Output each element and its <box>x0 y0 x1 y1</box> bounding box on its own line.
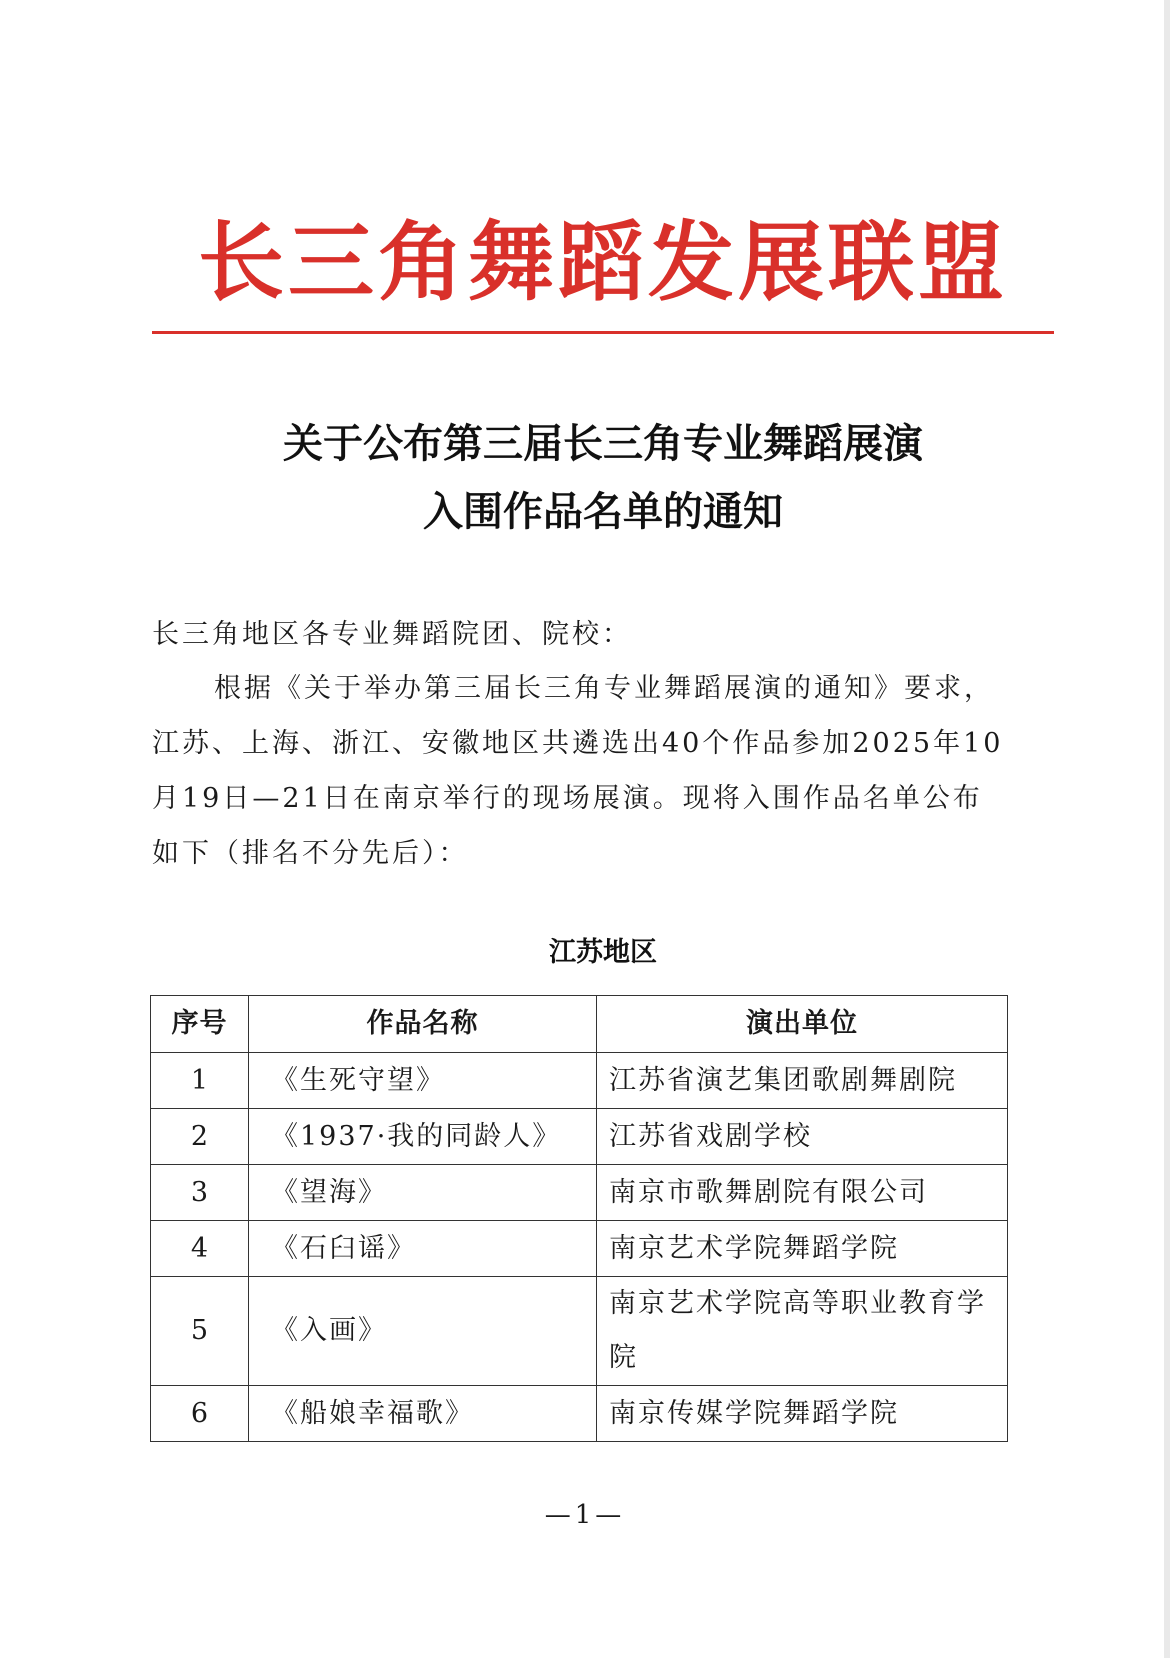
page-number: —1— <box>544 1500 626 1530</box>
row-work-name: 《入画》 <box>249 1277 597 1386</box>
table-header-row <box>151 996 1008 1053</box>
table-row <box>151 1053 1008 1109</box>
row-number: 6 <box>151 1386 249 1442</box>
row-work-name: 《石臼谣》 <box>249 1221 597 1277</box>
section-title-jiangsu: 江苏地区 <box>549 937 657 968</box>
row-number: 5 <box>151 1277 249 1386</box>
works-table <box>150 995 1008 1442</box>
row-performing-unit: 江苏省演艺集团歌剧舞剧院 <box>597 1053 1008 1109</box>
notice-title-line-2: 入围作品名单的通知 <box>423 488 783 535</box>
row-performing-unit: 南京艺术学院高等职业教育学院 <box>597 1277 1008 1386</box>
masthead-red-rule <box>152 331 1054 334</box>
body-line-2: 江苏、上海、浙江、安徽地区共遴选出40个作品参加2025年10 <box>152 728 1004 759</box>
row-number: 2 <box>151 1109 249 1165</box>
table-row <box>151 1109 1008 1165</box>
row-work-name: 《船娘幸福歌》 <box>249 1386 597 1442</box>
row-performing-unit: 南京艺术学院舞蹈学院 <box>597 1221 1008 1277</box>
row-work-name: 《生死守望》 <box>249 1053 597 1109</box>
body-line-4: 如下（排名不分先后）： <box>152 838 469 869</box>
salutation: 长三角地区各专业舞蹈院团、院校： <box>152 619 632 650</box>
row-number: 4 <box>151 1221 249 1277</box>
body-line-3: 月19日—21日在南京举行的现场展演。现将入围作品名单公布 <box>152 783 983 814</box>
header-number: 序号 <box>151 996 249 1053</box>
table-row <box>151 1165 1008 1221</box>
table-row <box>151 1277 1008 1386</box>
page-edge <box>1164 0 1170 1658</box>
header-work-name: 作品名称 <box>249 996 597 1053</box>
notice-title-line-1: 关于公布第三届长三角专业舞蹈展演 <box>283 420 923 467</box>
row-work-name: 《望海》 <box>249 1165 597 1221</box>
masthead: 长三角舞蹈发展联盟 <box>198 213 1008 313</box>
table-row <box>151 1221 1008 1277</box>
body-line-1: 根据《关于举办第三届长三角专业舞蹈展演的通知》要求， <box>214 673 994 704</box>
row-number: 1 <box>151 1053 249 1109</box>
header-performing-unit: 演出单位 <box>597 996 1008 1053</box>
row-performing-unit: 南京市歌舞剧院有限公司 <box>597 1165 1008 1221</box>
row-performing-unit: 南京传媒学院舞蹈学院 <box>597 1386 1008 1442</box>
row-performing-unit: 江苏省戏剧学校 <box>597 1109 1008 1165</box>
table-row <box>151 1386 1008 1442</box>
row-work-name: 《1937·我的同龄人》 <box>249 1109 597 1165</box>
row-number: 3 <box>151 1165 249 1221</box>
